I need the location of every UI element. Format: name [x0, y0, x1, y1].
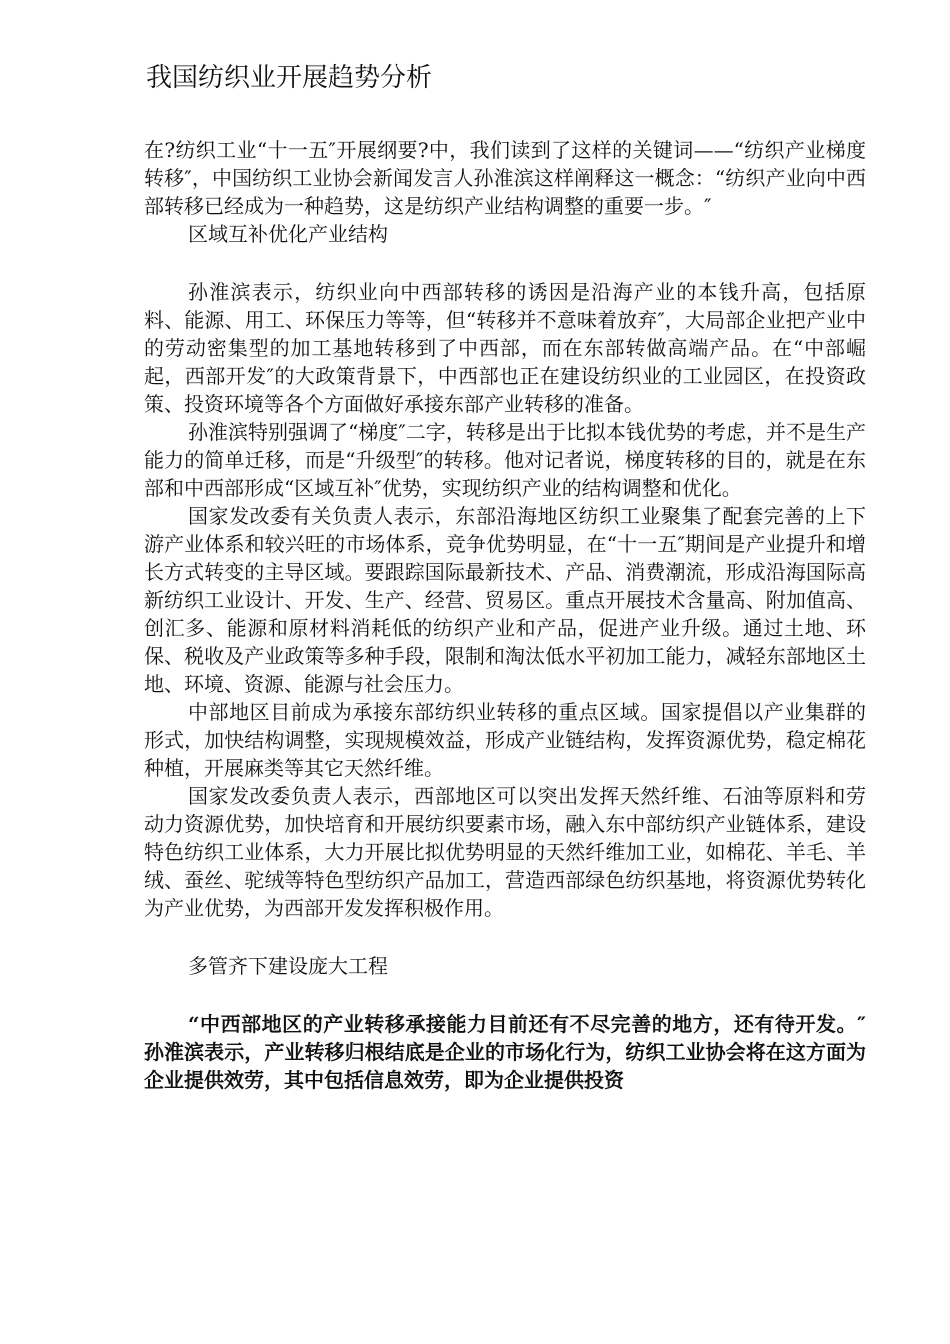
- section-heading-regional-complementarity: 区域互补优化产业结构: [188, 222, 388, 246]
- section1-paragraph-1: 孙淮滨表示，纺织业向中西部转移的诱因是沿海产业的本钱升高，包括原料、能源、用工、环保压力等等，但“转移并不意味着放弃″，大局部企业把产业中的劳动密集型的加工基地转移到了中西部，而在东部转做高端产品。在“中部崛起，西部开发″的大政策背景下，中西部也正在建设纺织业的工业园区，在投资政策、投资环境等各个方面做好承接东部产业转移的准备。: [144, 280, 866, 416]
- section1-paragraph-2: 孙淮滨特别强调了“梯度″二字，转移是出于比拟本钱优势的考虑，并不是生产能力的简单迁移，而是“升级型″的转移。他对记者说，梯度转移的目的，就是在东部和中西部形成“区域互补″优势，实现纺织产业的结构调整和优化。: [144, 420, 866, 500]
- document-title: 我国纺织业开展趋势分析: [146, 63, 433, 93]
- document-body: [144, 136, 866, 1094]
- section2-bold-paragraph: “中西部地区的产业转移承接能力目前还有不尽完善的地方，还有待开发。″孙淮滨表示，产业转移归根结底是企业的市场化行为，纺织工业协会将在这方面为企业提供效劳，其中包括信息效劳，即为企业提供投资: [144, 1012, 866, 1092]
- section1-paragraph-3: 国家发改委有关负责人表示，东部沿海地区纺织工业聚集了配套完善的上下游产业体系和较兴旺的市场体系，竞争优势明显，在“十一五″期间是产业提升和增长方式转变的主导区域。要跟踪国际最新技术、产品、消费潮流，形成沿海国际高新纺织工业设计、开发、生产、经营、贸易区。重点开展技术含量高、附加值高、创汇多、能源和原材料消耗低的纺织产业和产品，促进产业升级。通过土地、环保、税收及产业政策等多种手段，限制和淘汰低水平初加工能力，减轻东部地区土地、环境、资源、能源与社会压力。: [144, 504, 866, 696]
- section1-paragraph-4: 中部地区目前成为承接东部纺织业转移的重点区域。国家提倡以产业集群的形式，加快结构调整，实现规模效益，形成产业链结构，发挥资源优势，稳定棉花种植，开展麻类等其它天然纤维。: [144, 700, 866, 780]
- intro-paragraph: 在?纺织工业“十一五″开展纲要?中，我们读到了这样的关键词——“纺织产业梯度转移″，中国纺织工业协会新闻发言人孙淮滨这样阐释这一概念：“纺织产业向中西部转移已经成为一种趋势，这是纺织产业结构调整的重要一步。″: [144, 138, 866, 218]
- section-heading-major-project: 多管齐下建设庞大工程: [188, 954, 388, 978]
- section1-paragraph-5: 国家发改委负责人表示，西部地区可以突出发挥天然纤维、石油等原料和劳动力资源优势，加快培育和开展纺织要素市场，融入东中部纺织产业链体系，建设特色纺织工业体系，大力开展比拟优势明显的天然纤维加工业，如棉花、羊毛、羊绒、蚕丝、驼绒等特色型纺织产品加工，营造西部绿色纺织基地，将资源优势转化为产业优势，为西部开发发挥积极作用。: [144, 784, 866, 920]
